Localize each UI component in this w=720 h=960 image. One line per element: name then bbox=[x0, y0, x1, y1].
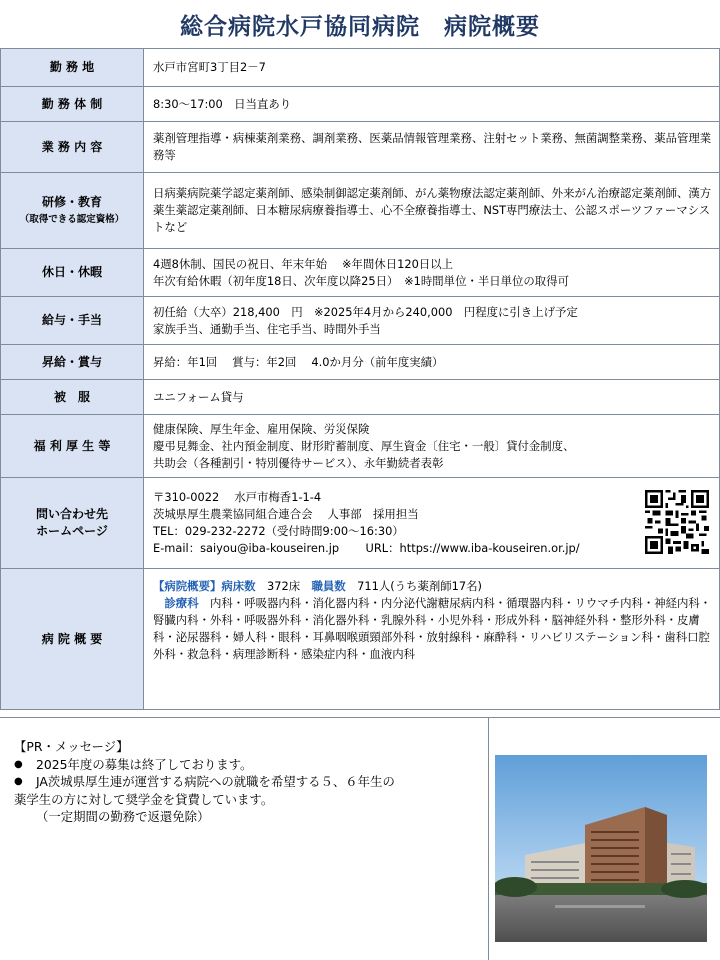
benefits-line-1: 健康保険、厚生年金、雇用保険、労災保険 bbox=[153, 421, 370, 436]
pr-item-2-line-1: JA茨城県厚生連が運営する病院への就職を希望する５、６年生の bbox=[36, 774, 395, 789]
pr-item-2-line-3: （一定期間の勤務で返還免除） bbox=[36, 809, 210, 824]
row-uniform bbox=[1, 380, 720, 415]
label-raise-bonus: 昇給・賞与 bbox=[1, 345, 144, 380]
overview-heading: 【病院概要】 bbox=[153, 579, 222, 593]
label-duties: 業 務 内 容 bbox=[1, 122, 144, 173]
label-work-hours: 勤 務 体 制 bbox=[1, 87, 144, 122]
qr-code-icon bbox=[645, 490, 709, 554]
overview-departments bbox=[153, 595, 713, 663]
label-benefits: 福 利 厚 生 等 bbox=[1, 415, 144, 478]
pr-item-1 bbox=[14, 756, 488, 774]
contact-address: 〒310-0022 水戸市梅香1-1-4 bbox=[153, 490, 322, 504]
beds-value: 372床 bbox=[266, 579, 301, 593]
staff-value: 711人(うち薬剤師17名) bbox=[357, 579, 482, 593]
pr-item-1-text: 2025年度の募集は終了しております。 bbox=[36, 756, 253, 772]
value-duties: 薬剤管理指導・病棟薬剤業務、調剤業務、医薬品情報管理業務、注射セット業務、無菌調整業務、薬品管理業務等 bbox=[144, 122, 720, 173]
label-overview: 病 院 概 要 bbox=[1, 569, 144, 710]
benefits-line-2: 慶弔見舞金、社内預金制度、財形貯蓄制度、厚生資金〔住宅・一般〕貸付金制度、 bbox=[153, 438, 575, 453]
hospital-building-photo bbox=[495, 755, 707, 942]
info-table bbox=[0, 48, 720, 710]
row-salary bbox=[1, 297, 720, 345]
label-contact-2: ホームページ bbox=[36, 524, 108, 538]
salary-line-2: 家族手当、通勤手当、住宅手当、時間外手当 bbox=[153, 321, 381, 336]
dept-value: 内科・呼吸器内科・消化器内科・内分泌代謝糖尿病内科・循環器内科・リウマチ内科・神経内科・腎臓内科・外科・呼吸器外科・消化器外科・乳腺外科・小児外科・形成外科・脳神経外科・整形外科・皮膚科・泌尿器科・婦人科・眼科・耳鼻咽喉頭頸部外科・放射線科・麻酔科・リハビリステーション科・歯科口腔外科・救急科・病理診断科・感染症内科・血液内科 bbox=[153, 596, 712, 661]
value-training: 日病薬病院薬学認定薬剤師、感染制御認定薬剤師、がん薬物療法認定薬剤師、外来がん治療認定薬剤師、漢方薬生薬認定薬剤師、日本糖尿病療養指導士、心不全療養指導士、NST専門療法士、公認スポーツファーマシストなど bbox=[144, 173, 720, 249]
label-contact bbox=[1, 478, 144, 569]
label-workplace: 勤 務 地 bbox=[1, 49, 144, 87]
row-holidays bbox=[1, 249, 720, 297]
pr-item-2-line-2: 薬学生の方に対して奨学金を貸費しています。 bbox=[14, 791, 274, 807]
salary-line-1: 初任給（大卒）218,400 円 ※2025年4月から240,000 円程度に引き上げ予定 bbox=[153, 304, 578, 319]
page-title: 総合病院水戸協同病院 病院概要 bbox=[180, 13, 540, 40]
pr-heading: 【PR・メッセージ】 bbox=[14, 739, 129, 754]
label-uniform: 被 服 bbox=[1, 380, 144, 415]
overview-summary bbox=[153, 578, 713, 595]
contact-org: 茨城県厚生農業協同組合連合会 人事部 採用担当 bbox=[153, 507, 419, 521]
label-training-main: 研修・教育 bbox=[41, 194, 102, 209]
holidays-line-2: 年次有給休暇（初年度18日、次年度以降25日） ※1時間単位・半日単位の取得可 bbox=[153, 273, 569, 288]
value-work-hours: 8:30～17:00 日当直あり bbox=[144, 87, 720, 122]
row-workplace bbox=[1, 49, 720, 87]
label-holidays: 休日・休暇 bbox=[1, 249, 144, 297]
contact-tel: TEL：029-232-2272（受付時間9:00～16:30） bbox=[153, 524, 404, 538]
row-overview bbox=[1, 569, 720, 710]
pr-message bbox=[0, 717, 488, 960]
holidays-line-1: 4週8休制、国民の祝日、年末年始 ※年間休日120日以上 bbox=[153, 256, 453, 271]
pr-item-2 bbox=[14, 773, 488, 791]
label-training-sub: （取得できる認定資格） bbox=[19, 213, 125, 225]
row-benefits bbox=[1, 415, 720, 478]
label-training bbox=[1, 173, 144, 249]
row-contact bbox=[1, 478, 720, 569]
value-salary bbox=[144, 297, 720, 345]
value-raise-bonus: 昇給：年1回 賞与：年2回 4.0か月分（前年度実績） bbox=[144, 345, 720, 380]
photo-frame bbox=[488, 717, 720, 960]
benefits-line-3: 共助会（各種割引・特別優待サービス）、永年勤続者表彰 bbox=[153, 455, 444, 470]
label-salary: 給与・手当 bbox=[1, 297, 144, 345]
dept-label: 診療科 bbox=[164, 596, 199, 610]
bullet-icon: ● bbox=[14, 758, 23, 770]
bullet-icon: ● bbox=[14, 776, 23, 787]
value-uniform: ユニフォーム貸与 bbox=[144, 380, 720, 415]
staff-label: 職員数 bbox=[311, 579, 346, 593]
beds-label: 病床数 bbox=[221, 579, 256, 593]
row-duties bbox=[1, 122, 720, 173]
value-benefits bbox=[144, 415, 720, 478]
label-contact-1: 問い合わせ先 bbox=[35, 507, 108, 521]
contact-email-url[interactable]: E-mail：saiyou@iba-kouseiren.jp URL：https://www.iba-kouseiren.or.jp/ bbox=[153, 541, 580, 555]
value-overview bbox=[144, 569, 720, 710]
row-training bbox=[1, 173, 720, 249]
value-holidays bbox=[144, 249, 720, 297]
row-raise-bonus bbox=[1, 345, 720, 380]
bottom-section bbox=[0, 717, 720, 960]
value-workplace: 水戸市宮町3丁目2－7 bbox=[144, 49, 720, 87]
row-work-hours bbox=[1, 87, 720, 122]
value-contact bbox=[144, 478, 720, 569]
